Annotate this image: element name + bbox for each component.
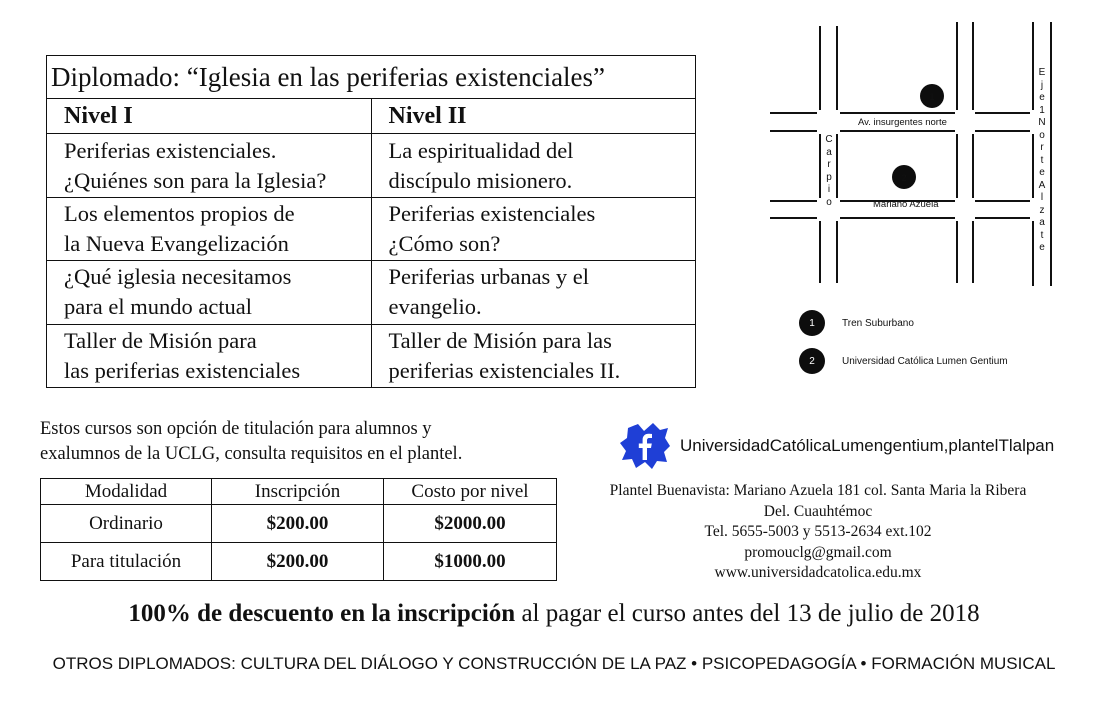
- course-table: [46, 55, 696, 388]
- course-cell-level-1: Los elementos propios de la Nueva Evangelización: [47, 197, 372, 260]
- course-row: [47, 261, 696, 324]
- discount-highlight: 100% de descuento en la inscripción: [128, 600, 516, 627]
- course-cell-level-2: Periferias urbanas y el evangelio.: [371, 261, 696, 324]
- titulation-note: Estos cursos son opción de titulación para alumnos y exalumnos de la UCLG, consulta requisitos en el plantel.: [40, 419, 463, 464]
- discount-detail: al pagar el curso antes del 13 de julio de 2018: [515, 600, 980, 627]
- course-cell-level-2: La espiritualidad del discípulo misionero.: [371, 134, 696, 197]
- street-label-azuela: Mariano Azuela: [873, 199, 939, 210]
- legend-label-1: Tren Suburbano: [842, 317, 914, 329]
- fees-cell-inscripcion: $200.00: [212, 505, 384, 543]
- campus-district: Del. Cuauhtémoc: [763, 502, 873, 520]
- map-marker-2-number: 2: [901, 173, 907, 184]
- facebook-icon[interactable]: [620, 422, 670, 470]
- course-title: Diplomado: “Iglesia en las periferias existenciales”: [47, 56, 696, 99]
- course-row: [47, 324, 696, 387]
- other-diplomas: OTROS DIPLOMADOS: CULTURA DEL DIÁLOGO Y CONSTRUCCIÓN DE LA PAZ • PSICOPEDAGOGÍA • FORMACIÓN MUSICAL: [52, 654, 1056, 673]
- campus-address: Plantel Buenavista: Mariano Azuela 181 col. Santa Maria la Ribera: [609, 482, 1027, 499]
- contact-website[interactable]: www.universidadcatolica.edu.mx: [714, 564, 922, 581]
- course-row: [47, 134, 696, 197]
- level-2-header: Nivel II: [371, 99, 696, 134]
- fees-cell-modalidad: Ordinario: [41, 505, 212, 543]
- course-row: [47, 197, 696, 260]
- legend-marker-2: 2: [799, 348, 825, 374]
- course-cell-level-2: Periferias existenciales ¿Cómo son?: [371, 197, 696, 260]
- legend-marker-1: 1: [799, 310, 825, 336]
- map-legend-item-2: [799, 348, 1008, 374]
- fees-header-costo: Costo por nivel: [384, 479, 557, 505]
- level-1-header: Nivel I: [47, 99, 372, 134]
- fees-cell-inscripcion: $200.00: [212, 543, 384, 581]
- course-cell-level-1: Periferias existenciales. ¿Quiénes son para la Iglesia?: [47, 134, 372, 197]
- fees-cell-modalidad: Para titulación: [41, 543, 212, 581]
- legend-label-2: Universidad Católica Lumen Gentium: [842, 355, 1008, 367]
- facebook-page[interactable]: [620, 422, 1054, 470]
- street-label-eje-1-norte-alzate: E j e 1 N o r t e A l z a t e: [1038, 67, 1046, 253]
- course-cell-level-1: ¿Qué iglesia necesitamos para el mundo actual: [47, 261, 372, 324]
- course-cell-level-1: Taller de Misión para las periferias existenciales: [47, 324, 372, 387]
- facebook-page-name[interactable]: UniversidadCatólicaLumengentium,plantelTlalpan: [680, 436, 1055, 455]
- map-legend-item-1: [799, 310, 914, 336]
- course-cell-level-2: Taller de Misión para las periferias existenciales II.: [371, 324, 696, 387]
- fees-cell-costo: $2000.00: [384, 505, 557, 543]
- street-map-drawing: [765, 18, 1065, 293]
- table-row: [41, 543, 557, 581]
- contact-email[interactable]: promouclg@gmail.com: [744, 543, 892, 561]
- map-marker-1-number: 1: [929, 92, 935, 103]
- contact-phone: Tel. 5655-5003 y 5513-2634 ext.102: [704, 523, 932, 540]
- discount-banner: [0, 600, 1108, 628]
- fees-header-modalidad: Modalidad: [41, 479, 212, 505]
- street-label-insurgentes: Av. insurgentes norte: [858, 117, 947, 128]
- fees-table: [40, 478, 557, 581]
- contact-info: [566, 481, 1070, 584]
- street-label-carpio: C a r p i o: [825, 134, 833, 208]
- location-map: [765, 18, 1065, 293]
- table-row: [41, 505, 557, 543]
- fees-cell-costo: $1000.00: [384, 543, 557, 581]
- fees-header-inscripcion: Inscripción: [212, 479, 384, 505]
